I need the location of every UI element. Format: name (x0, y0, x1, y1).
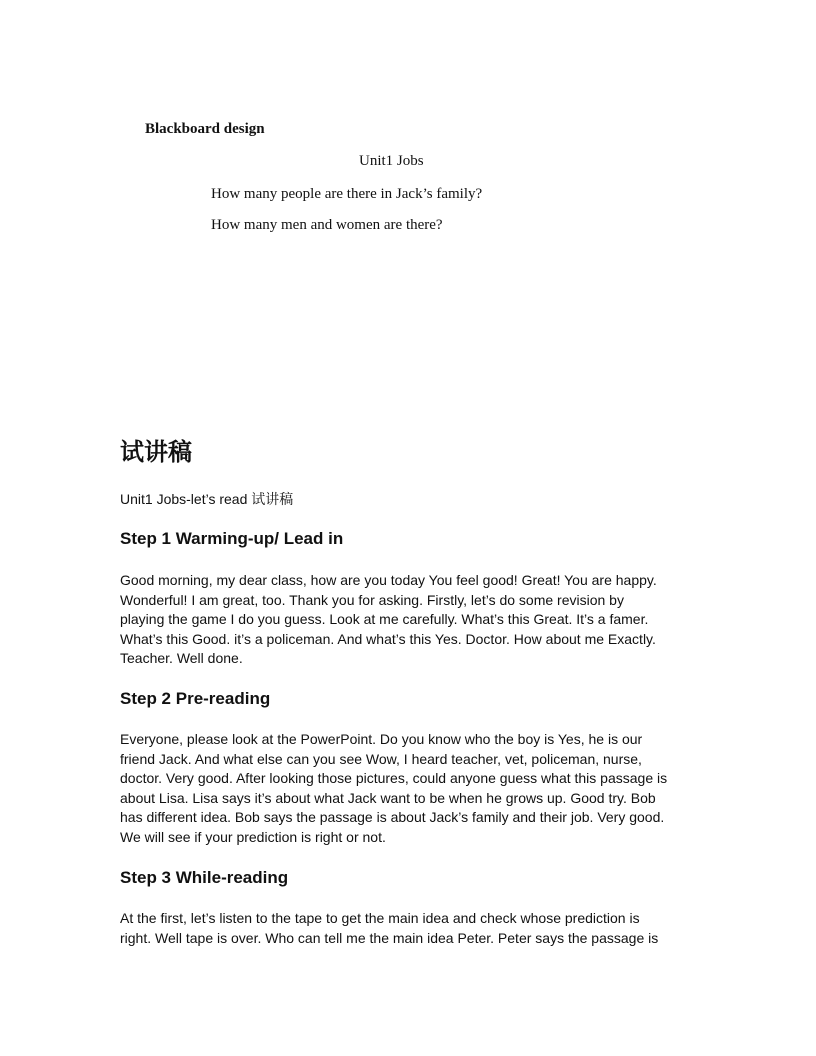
script-subtitle: Unit1 Jobs-let’s read 试讲稿 (120, 491, 294, 507)
paragraph-line: Teacher. Well done. (120, 650, 243, 667)
step-2-heading: Step 2 Pre-reading (120, 689, 271, 708)
paragraph-line: At the first, let’s listen to the tape to get the main idea and check whose prediction is (120, 910, 640, 926)
blackboard-question-1: How many people are there in Jack’s family? (211, 186, 483, 202)
paragraph-line: right. Well tape is over. Who can tell me the main idea Peter. Peter says the passage is (120, 929, 659, 946)
paragraph-line: Everyone, please look at the PowerPoint. Do you know who the boy is Yes, he is our (120, 731, 643, 747)
blackboard-question-2: How many men and women are there? (211, 217, 443, 233)
paragraph-line: Good morning, my dear class, how are you today You feel good! Great! You are happy. (120, 572, 657, 588)
paragraph-line: We will see if your prediction is right or not. (120, 828, 386, 845)
step-3-heading: Step 3 While-reading (120, 868, 289, 887)
step-1-paragraph (120, 571, 700, 669)
blackboard-heading: Blackboard design (145, 121, 265, 137)
paragraph-line: Wonderful! I am great, too. Thank you for asking. Firstly, let’s do some revision by (120, 591, 624, 608)
step-3-paragraph (120, 909, 700, 948)
paragraph-line: doctor. Very good. After looking those pictures, could anyone guess what this passage is (120, 770, 668, 787)
script-heading: 试讲稿 (120, 439, 192, 466)
step-2-paragraph (120, 730, 700, 848)
paragraph-line: playing the game I do you guess. Look at me carefully. What’s this Great. It’s a famer. (120, 611, 649, 628)
paragraph-line: friend Jack. And what else can you see Wow, I heard teacher, vet, policeman, nurse, (120, 750, 642, 767)
blackboard-title: Unit1 Jobs (359, 153, 424, 169)
paragraph-line: What’s this Good. it’s a policeman. And what’s this Yes. Doctor. How about me Exactly. (120, 630, 656, 647)
step-1-heading: Step 1 Warming-up/ Lead in (120, 529, 344, 548)
paragraph-line: has different idea. Bob says the passage is about Jack’s family and their job. Very good. (120, 809, 665, 826)
paragraph-line: about Lisa. Lisa says it’s about what Jack want to be when he grows up. Good try. Bob (120, 789, 656, 806)
